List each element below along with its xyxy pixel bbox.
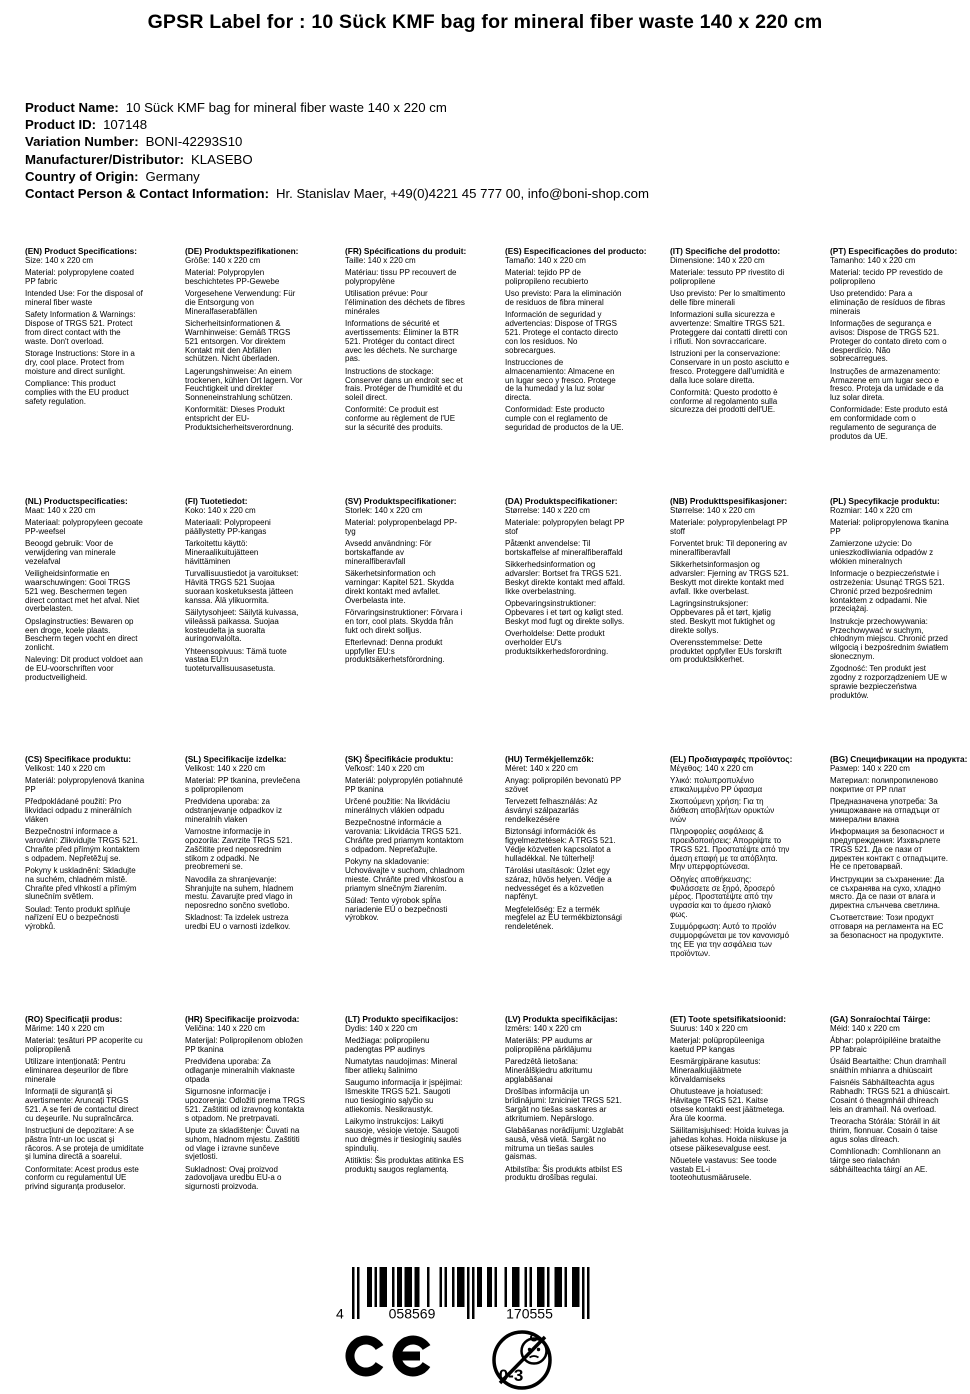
- spec-paragraph: Veličina: 140 x 220 cm: [185, 1024, 266, 1033]
- spec-block-header-nb: (NB) Produkttspesifikasjoner:: [670, 496, 788, 506]
- spec-paragraph: Safety Information & Warnings: Dispose of TRGS 521. Protect from direct contact with the waste. Don't overload.: [25, 310, 136, 346]
- spec-block-header-bg: (BG) Спецификации на продукта:: [830, 754, 968, 764]
- spec-block-fi: [185, 497, 305, 678]
- spec-block-header-ro: (RO) Specificații produs:: [25, 1014, 123, 1024]
- spec-block-header-lv: (LV) Produkta specifikācijas:: [505, 1014, 618, 1024]
- spec-paragraph: Sikkerhedsinformation og advarsler: Bortset fra TRGS 521. Beskyt direkte kontakt med affald. Ikke overbelastning.: [505, 560, 625, 596]
- spec-paragraph: Pokyny na skladovanie: Uchovávajte v suchom, chladnom mieste. Chráňte pred vlhkosťou a priamym slnečným žiarením.: [345, 857, 465, 893]
- spec-block-header-lt: (LT) Produkto specifikacijos:: [345, 1014, 459, 1024]
- spec-paragraph: Instrucțiuni de depozitare: A se păstra într-un loc uscat și răcoros. A se proteja de umiditate și lumina directă a soarelui.: [25, 1125, 144, 1162]
- spec-paragraph: Säilytysohjeet: Säilytä kuivassa, viileässä paikassa. Suojaa kosteudelta ja suoralta auringonvalolta.: [185, 607, 299, 644]
- spec-block-header-nl: (NL) Productspecificaties:: [25, 496, 128, 506]
- spec-paragraph: Informazioni sulla sicurezza e avvertenze: Smaltire TRGS 521. Proteggere dai contatti diretti con i rifiuti. Non sovraccaricare.: [670, 310, 788, 346]
- compliance-symbols: [340, 1329, 620, 1394]
- spec-paragraph: Materiaali: Polypropeeni päällystetty PP-kangas: [185, 518, 271, 537]
- spec-paragraph: Vorgesehene Verwendung: Für die Entsorgung von Mineralfaserabfällen: [185, 289, 296, 316]
- spec-paragraph: Materiaal: polypropyleen gecoate PP-weefsel: [25, 518, 143, 537]
- spec-paragraph: Sicherheitsinformationen & Warnhinweise: Gemäß TRGS 521 entsorgen. Vor direktem Kontakt mit den Abfällen schützen. Nicht überladen.: [185, 319, 291, 364]
- spec-paragraph: Faisnéis Sábháilteachta agus Rabhadh: TRGS 521 a dhiúscairt. Cosaint ó theagmháil dhíreach leis an dramhaíl. Ná overload.: [830, 1078, 950, 1114]
- spec-paragraph: Sigurnosne informacije i upozorenja: Odložiti prema TRGS 521. Zaštititi od izravnog kontakta s otpadom. Ne pretrpavati.: [185, 1087, 305, 1123]
- spec-paragraph: Zamierzone użycie: Do unieszkodliwiania odpadów z włókien mineralnych: [830, 539, 934, 566]
- spec-paragraph: Anyag: polipropilén bevonatú PP szövet: [505, 776, 621, 795]
- spec-paragraph: Dydis: 140 x 220 cm: [345, 1024, 418, 1033]
- spec-paragraph: Conformité: Ce produit est conforme au règlement de l'UE sur la sécurité des produits.: [345, 405, 456, 433]
- spec-paragraph: Velikost: 140 x 220 cm: [25, 764, 106, 773]
- spec-paragraph: Paredzētā lietošana: Minerālšķiedru atkritumu apglabāšanai: [505, 1057, 593, 1084]
- spec-paragraph: Koko: 140 x 220 cm: [185, 506, 256, 515]
- spec-paragraph: Atitiktis: Šis produktas atitinka ES produktų saugos reglamentą.: [345, 1155, 464, 1174]
- spec-paragraph: Οδηγίες αποθήκευσης: Φυλάσσετε σε ξηρό, δροσερό μέρος. Προστατέψτε από την υγρασία και το άμεσο ηλιακό φως.: [670, 874, 775, 919]
- spec-paragraph: Размер: 140 x 220 cm: [830, 764, 910, 773]
- spec-paragraph: Предназначена употреба: За унищожаване на отпадъци от минерални влакна: [830, 797, 940, 824]
- spec-paragraph: Μέγεθος: 140 x 220 cm: [670, 764, 754, 773]
- spec-paragraph: Biztonsági információk és figyelmeztetések: A TRGS 521. Védje közvetlen kapcsolatot a hulladékkal. Ne túlterhelj!: [505, 827, 616, 863]
- spec-block-header-fi: (FI) Tuotetiedot:: [185, 496, 248, 506]
- spec-block-ga: [830, 1015, 950, 1178]
- spec-block-de: [185, 247, 305, 436]
- manufacturer-label: Manufacturer/Distributor:: [25, 151, 184, 167]
- spec-paragraph: Storlek: 140 x 220 cm: [345, 506, 423, 515]
- page-title: GPSR Label for : 10 Sück KMF bag for mineral fiber waste 140 x 220 cm: [147, 11, 823, 33]
- spec-paragraph: Opbevaringsinstruktioner: Opbevares i et tørt og køligt sted. Beskyt mod fugt og direkte sollys.: [505, 599, 625, 626]
- spec-paragraph: Информация за безопасност и предупреждения: Изхвърлете TRGS 521. Да се пази от директен контакт с отпадъците. Не се претоварвай.: [830, 827, 948, 872]
- spec-block-header-de: (DE) Produktspezifikationen:: [185, 246, 299, 256]
- spec-paragraph: Megfelelőség: Ez a termék megfelel az EU termékbiztonsági rendeletének.: [505, 904, 622, 932]
- spec-paragraph: Určené použitie: Na likvidáciu minerálnych vlákien odpadu: [345, 797, 450, 816]
- spec-paragraph: Conformità: Questo prodotto è conforme al regolamento sulla sicurezza dei prodotti dell'UE.: [670, 387, 778, 415]
- spec-paragraph: Instructions de stockage: Conserver dans un endroit sec et frais. Protéger de l'humidité et du soleil direct.: [345, 366, 463, 403]
- spec-paragraph: Sikkerhetsinformasjon og advarsler: Fjerning av TRGS 521. Beskytt mot direkte kontakt med avfall. Ikke overbelast.: [670, 560, 790, 596]
- spec-paragraph: Rozmiar: 140 x 220 cm: [830, 506, 913, 515]
- spec-paragraph: Materiale: polypropylenbelagt PP stoff: [670, 518, 788, 537]
- spec-paragraph: Materiál: polypropylén potiahnuté PP tkanina: [345, 776, 463, 795]
- spec-block-header-pl: (PL) Specyfikacje produktu:: [830, 496, 940, 506]
- spec-paragraph: Medžiaga: polipropilenu padengtas PP audinys: [345, 1036, 430, 1055]
- spec-block-header-en: (EN) Product Specifications:: [25, 246, 138, 256]
- spec-paragraph: Instruções de armazenamento: Armazene em um lugar seco e fresco. Proteja da umidade e da luz solar direta.: [830, 366, 944, 403]
- product-id-value: 107148: [103, 117, 148, 133]
- spec-paragraph: Material: țesături PP acoperite cu polipropilenă: [25, 1036, 143, 1055]
- spec-block-et: [670, 1015, 790, 1187]
- spec-paragraph: Predviđena uporaba: Za odlaganje mineralnih vlaknaste otpada: [185, 1057, 295, 1084]
- spec-paragraph: Sukladnost: Ovaj proizvod zadovoljava uredbu EU-a o sigurnosti proizvoda.: [185, 1164, 282, 1192]
- spec-paragraph: Informations de sécurité et avertissements: Éliminer la BTR 521. Protéger du contact direct avec les déchets. Ne surcharge pas.: [345, 319, 459, 364]
- spec-block-it: [670, 247, 790, 419]
- spec-paragraph: Størrelse: 140 x 220 cm: [670, 506, 755, 515]
- spec-paragraph: Material: polypropylene coated PP fabric: [25, 268, 134, 287]
- spec-block-cs: [25, 755, 145, 936]
- svg-text:058569: 058569: [388, 1305, 436, 1322]
- svg-text:4: 4: [336, 1305, 344, 1322]
- ean13-barcode: [334, 1267, 596, 1326]
- country-of-origin-label: Country of Origin:: [25, 168, 139, 184]
- spec-paragraph: Størrelse: 140 x 220 cm: [505, 506, 590, 515]
- spec-block-da: [505, 497, 625, 660]
- spec-paragraph: Turvallisuustiedot ja varoitukset: Hävitä TRGS 521 Suojaa suoraan kosketuksesta jätteen kanssa. Älä ylikuormita.: [185, 569, 299, 605]
- spec-paragraph: Efterlevnad: Denna produkt uppfyller EU:s produktsäkerhetsförordning.: [345, 637, 445, 665]
- spec-paragraph: Materjal: polüpropüleeniga kaetud PP kangas: [670, 1036, 765, 1055]
- spec-paragraph: Comhlíonadh: Comhlíonann an táirge seo rialachán sábháilteachta táirgí an AE.: [830, 1147, 941, 1174]
- spec-paragraph: Инструкции за съхранение: Да се съхранява на сухо, хладно място. Да се пази от влага и директна слънчева светлина.: [830, 874, 945, 911]
- spec-paragraph: Nõuetele vastavus: See toode vastab EL-i tooteohutusmäärusele.: [670, 1155, 777, 1183]
- spec-paragraph: Eesmärgipärane kasutus: Mineraalkiujäätmete kõrvaldamiseks: [670, 1057, 761, 1084]
- spec-paragraph: Materiale: tessuto PP rivestito di polipropilene: [670, 268, 785, 287]
- spec-paragraph: Glabāšanas norādījumi: Uzglabāt sausā, vēsā vietā. Sargāt no mitruma un tiešas saules gaismas.: [505, 1125, 624, 1162]
- spec-paragraph: Overholdelse: Dette produkt overholder EU's produktsikkerhedsforordning.: [505, 629, 609, 656]
- spec-block-ro: [25, 1015, 145, 1196]
- spec-paragraph: Treoracha Stórála: Stóráil in áit thirim, fionnuar. Cosain ó taise agus solas díreach.: [830, 1117, 940, 1144]
- spec-paragraph: Laikymo instrukcijos: Laikyti sausoje, vėsioje vietoje. Saugoti nuo drėgmės ir tiesioginių saulės spindulių.: [345, 1117, 462, 1153]
- spec-block-header-pt: (PT) Especificações do produto:: [830, 246, 958, 256]
- spec-paragraph: Съответствие: Този продукт отговаря на регламента на ЕС за безопасност на продуктите.: [830, 913, 944, 941]
- spec-paragraph: Förvaringsinstruktioner: Förvara i en torr, cool plats. Skydda från fukt och direkt solljus.: [345, 607, 463, 635]
- variation-number-label: Variation Number:: [25, 134, 139, 150]
- spec-paragraph: Materiál: polypropylenová tkanina PP: [25, 776, 145, 795]
- age-warning-0-3-icon: [494, 1332, 550, 1388]
- spec-paragraph: Compliance: This product complies with the EU product safety regulation.: [25, 379, 129, 406]
- spec-paragraph: Materiał: polipropylenowa tkanina PP: [830, 518, 949, 537]
- spec-paragraph: Påtænkt anvendelse: Til bortskaffelse af mineralfiberaffald: [505, 539, 623, 558]
- spec-paragraph: Πληροφορίες ασφάλειας & προειδοποιήσεις: Απορρίψτε το TRGS 521. Προστατέψτε από την άμεση επαφή με τα απόβλητα. Μην υπερφορτώνεσαι.: [670, 827, 790, 872]
- spec-block-header-hu: (HU) Termékjellemzők:: [505, 754, 594, 764]
- spec-paragraph: Συμμόρφωση: Αυτό το προϊόν συμμορφώνεται με τον κανονισμό της ΕΕ για την ασφάλεια των προϊόντων.: [670, 922, 790, 958]
- spec-block-sl: [185, 755, 305, 936]
- variation-number-value: BONI-42293S10: [145, 134, 243, 150]
- spec-paragraph: Veiligheidsinformatie en waarschuwingen: Gooi TRGS 521 weg. Beschermen tegen direct contact met het afval. Niet overbelasten.: [25, 569, 140, 614]
- spec-paragraph: Pokyny k uskladnění: Skladujte na suchém, chladném místě. Chraňte před vlhkostí a přímým slunečním světlem.: [25, 865, 137, 902]
- spec-paragraph: Utilizare intenționată: Pentru eliminarea deșeurilor de fibre minerale: [25, 1057, 129, 1084]
- spec-paragraph: Σκοπούμενη χρήση: Για τη διάθεση αποβλήτων ορυκτών ινών: [670, 797, 775, 824]
- spec-paragraph: Säkerhetsinformation och varningar: Kapitel 521. Skydda direkt kontakt med avfallet. Överbelasta inte.: [345, 569, 454, 605]
- spec-paragraph: Material: Polypropylen beschichtetes PP-Gewebe: [185, 268, 280, 287]
- spec-paragraph: Size: 140 x 220 cm: [25, 256, 94, 265]
- spec-block-hu: [505, 755, 625, 936]
- spec-paragraph: Conformidade: Este produto está em conformidade com o regulamento de segurança de produtos da UE.: [830, 405, 948, 441]
- spec-paragraph: Ohutusteave ja hoiatused: Hävitage TRGS 521. Kaitse otsese kontakti eest jäätmetega. Ära üle koorma.: [670, 1087, 785, 1123]
- spec-paragraph: Beoogd gebruik: Voor de verwijdering van minerale vezelafval: [25, 539, 116, 566]
- contact-value: Hr. Stanislav Maer, +49(0)4221 45 777 00, info@boni-shop.com: [275, 186, 649, 202]
- spec-paragraph: Naleving: Dit product voldoet aan de EU-voorschriften voor productveiligheid.: [25, 655, 143, 683]
- spec-paragraph: Bezpečnostní informace a varování: Zlikvidujte TRGS 521. Chraňte před přímým kontaktem s odpadem. Nepřetěžuj se.: [25, 827, 140, 863]
- spec-paragraph: Avsedd användning: För bortskaffande av mineralfiberavfall: [345, 539, 432, 566]
- spec-paragraph: Instrucciones de almacenamiento: Almacene en un lugar seco y fresco. Protege de la humedad y la luz solar directa.: [505, 357, 616, 403]
- spec-paragraph: Méret: 140 x 220 cm: [505, 764, 578, 773]
- spec-paragraph: Utilisation prévue: Pour l'élimination des déchets de fibres minérales: [345, 289, 465, 316]
- spec-paragraph: Tarkoitettu käyttö: Mineraalikuitujätteen hävittäminen: [185, 539, 259, 566]
- spec-paragraph: Velikost: 140 x 220 cm: [185, 764, 266, 773]
- spec-paragraph: Intended Use: For the disposal of mineral fiber waste: [25, 289, 143, 308]
- spec-paragraph: Předpokládané použití: Pro likvidaci odpadu z minerálních vláken: [25, 797, 132, 824]
- spec-block-header-da: (DA) Produktspecifikationer:: [505, 496, 618, 506]
- spec-block-en: [25, 247, 145, 410]
- spec-paragraph: Konformität: Dieses Produkt entspricht der EU-Produktsicherheitsverordnung.: [185, 405, 294, 433]
- spec-paragraph: Atbilstība: Šis produkts atbilst ES produktu drošības regulai.: [505, 1164, 623, 1183]
- spec-block-header-fr: (FR) Spécifications du produit:: [345, 246, 467, 256]
- spec-paragraph: Información de seguridad y advertencias: Dispose of TRGS 521. Protege el contacto directo con los residuos. No sobrecargues.: [505, 310, 618, 355]
- spec-paragraph: Predvidena uporaba: za odstranjevanje odpadkov iz mineralnih vlaken: [185, 797, 282, 824]
- spec-block-header-ga: (GA) Sonraíochtaí Táirge:: [830, 1014, 931, 1024]
- spec-paragraph: Storage Instructions: Store in a dry, cool place. Protect from moisture and direct sunlight.: [25, 349, 135, 376]
- spec-block-sv: [345, 497, 465, 669]
- product-id-label: Product ID:: [25, 117, 97, 133]
- spec-paragraph: Opslaginstructies: Bewaren op een droge, koele plaats. Bescherm tegen vocht en direct zonlicht.: [25, 616, 138, 653]
- spec-paragraph: Overensstemmelse: Dette produktet oppfyller EUs forskrift om produktsikkerhet.: [670, 637, 782, 665]
- spec-paragraph: Uso pretendido: Para a eliminação de resíduos de fibras minerais: [830, 289, 946, 316]
- spec-paragraph: Lagringsinstruksjoner: Oppbevares på et tørt, kjølig sted. Beskytt mot fuktighet og direkte sollys.: [670, 599, 775, 635]
- spec-paragraph: Súlad: Tento výrobok spĺňa nariadenie EÚ o bezpečnosti výrobkov.: [345, 895, 448, 923]
- spec-block-hr: [185, 1015, 305, 1196]
- spec-block-nl: [25, 497, 145, 686]
- spec-block-pt: [830, 246, 958, 445]
- spec-paragraph: Lagerungshinweise: An einem trockenen, kühlen Ort lagern. Vor Feuchtigkeit und direkter Sonneneinstrahlung schützen.: [185, 366, 303, 403]
- spec-paragraph: Veľkosť: 140 x 220 cm: [345, 764, 425, 773]
- manufacturer-value: KLASEBO: [191, 151, 253, 167]
- spec-paragraph: Υλικό: πολυπροπυλένιο επικαλυμμένο PP ύφασμα: [670, 776, 763, 795]
- spec-paragraph: Conformitate: Acest produs este conform cu regulamentul UE privind siguranța produselor.: [25, 1164, 139, 1192]
- spec-paragraph: Soulad: Tento produkt splňuje nařízení EU o bezpečnosti výrobků.: [25, 904, 131, 932]
- product-name-label: Product Name:: [25, 100, 119, 115]
- spec-paragraph: Bezpečnostné informácie a varovania: Likvidácia TRGS 521. Chráňte pred priamym kontaktom s odpadom. Nepreťažujte.: [345, 818, 464, 854]
- spec-block-header-hr: (HR) Specifikacije proizvoda:: [185, 1014, 300, 1024]
- spec-paragraph: Materiale: polypropylen belagt PP stof: [505, 518, 625, 537]
- spec-paragraph: Maat: 140 x 220 cm: [25, 506, 96, 515]
- spec-paragraph: Numatytas naudojimas: Mineral fiber atliekų šalinimo: [345, 1057, 458, 1076]
- spec-paragraph: Mărime: 140 x 220 cm: [25, 1024, 105, 1033]
- spec-paragraph: Zgodność: Ten produkt jest zgodny z rozporządzeniem UE w sprawie bezpieczeństwa produktów.: [830, 664, 947, 700]
- spec-paragraph: Größe: 140 x 220 cm: [185, 256, 261, 265]
- spec-block-header-el: (EL) Προδιαγραφές προϊόντος:: [670, 754, 793, 764]
- spec-paragraph: Navodila za shranjevanje: Shranjujte na suhem, hladnem mestu. Zavarujte pred vlago in neposredno sončno svetlobo.: [185, 874, 294, 911]
- spec-paragraph: Conformidad: Este producto cumple con el reglamento de seguridad de productos de la UE.: [505, 405, 624, 433]
- spec-block-header-cs: (CS) Specifikace produktu:: [25, 754, 132, 764]
- contact-label: Contact Person & Contact Information:: [25, 186, 269, 202]
- product-name-value: 10 Sück KMF bag for mineral fiber waste 140 x 220 cm: [125, 100, 447, 115]
- spec-paragraph: Informacje o bezpieczeństwie i ostrzeżenia: Usunąć TRGS 521. Chronić przed bezpośrednim kontaktem z odpadami. Nie przeciążaj.: [830, 569, 945, 614]
- spec-block-header-et: (ET) Toote spetsifikatsioonid:: [670, 1014, 787, 1024]
- country-of-origin-value: Germany: [145, 168, 200, 184]
- spec-block-el: [670, 754, 793, 962]
- spec-paragraph: Istruzioni per la conservazione: Conservare in un posto asciutto e fresco. Proteggere dall'umidità e dalla luce solare diretta.: [670, 349, 790, 385]
- spec-paragraph: Tamanho: 140 x 220 cm: [830, 256, 916, 265]
- spec-paragraph: Material: PP tkanina, prevlečena s polipropilenom: [185, 776, 301, 795]
- spec-block-lt: [345, 1015, 465, 1178]
- spec-block-es: [505, 246, 647, 436]
- spec-block-bg: [830, 754, 968, 944]
- spec-paragraph: Materiāls: PP audums ar polipropilēna pārklājumu: [505, 1036, 593, 1055]
- spec-paragraph: Materijal: Polipropilenom obložen PP tkanina: [185, 1036, 303, 1055]
- spec-paragraph: Matériau: tissu PP recouvert de polypropylène: [345, 268, 457, 287]
- spec-paragraph: Informații de siguranță și avertismente: Aruncați TRGS 521. A se feri de contactul direct cu deșeurile. Nu supraîncărca.: [25, 1087, 139, 1123]
- spec-block-pl: [830, 497, 950, 704]
- spec-paragraph: Taille: 140 x 220 cm: [345, 256, 416, 265]
- spec-paragraph: Skladnost: Ta izdelek ustreza uredbi EU o varnosti izdelkov.: [185, 913, 291, 932]
- spec-block-header-sv: (SV) Produktspecifikationer:: [345, 496, 457, 506]
- spec-block-nb: [670, 497, 790, 669]
- spec-block-sk: [345, 755, 465, 927]
- spec-paragraph: Material: tejido PP de polipropileno recubierto: [505, 268, 589, 287]
- spec-paragraph: Saugumo informacija ir įspėjimai: Išmeskite TRGS 521. Saugoti nuo tiesioginio sąlyčio su atliekomis. Nesikraustyk.: [345, 1078, 463, 1114]
- spec-paragraph: Úsáid Beartaithe: Chun dramhaíl snáithín mhianra a dhiúscairt: [830, 1057, 947, 1076]
- spec-paragraph: Upute za skladištenje: Čuvati na suhom, hladnom mjestu. Zaštititi od vlage i izravne sunčeve svjetlosti.: [185, 1125, 300, 1162]
- spec-block-header-sk: (SK) Špecifikácie produktu:: [345, 754, 454, 764]
- spec-paragraph: Tervezett felhasználás: Az ásványi szálpazarlás rendelkezésére: [505, 797, 598, 824]
- spec-paragraph: Tárolási utasítások: Üzlet egy száraz, hűvös helyen. Védje a nedvességet és a közvetlen napfényt.: [505, 865, 612, 902]
- spec-block-header-it: (IT) Specifiche del prodotto:: [670, 246, 781, 256]
- spec-paragraph: Yhteensopivuus: Tämä tuote vastaa EU:n tuoteturvallisuusasetusta.: [185, 646, 287, 674]
- spec-paragraph: Tamaño: 140 x 220 cm: [505, 256, 586, 265]
- spec-paragraph: Drošības informācija un brīdinājumi: Izniciniet TRGS 521. Sargāt no tiešas saskares ar atkritumiem. Nepārslogo.: [505, 1087, 622, 1123]
- spec-paragraph: Material: tecido PP revestido de polipropileno: [830, 268, 943, 287]
- spec-paragraph: Suurus: 140 x 220 cm: [670, 1024, 748, 1033]
- spec-paragraph: Ábhar: polapróipiléine brataithe PP fabraic: [830, 1036, 941, 1055]
- spec-block-fr: [345, 247, 465, 436]
- spec-paragraph: Instrukcje przechowywania: Przechowywać w suchym, chłodnym miejscu. Chronić przed wilgocią i bezpośrednim światłem słonecznym.: [830, 616, 949, 661]
- spec-paragraph: Varnostne informacije in opozorila: Zavrzite TRGS 521. Zaščitite pred neposrednim stikom z odpadki. Ne preobremeni se.: [185, 827, 293, 872]
- spec-paragraph: Dimensione: 140 x 220 cm: [670, 256, 765, 265]
- spec-paragraph: Uso previsto: Per lo smaltimento delle fibre minerali: [670, 289, 786, 308]
- svg-text:170555: 170555: [506, 1305, 553, 1322]
- spec-block-header-sl: (SL) Specifikacije izdelka:: [185, 754, 287, 764]
- spec-paragraph: Méid: 140 x 220 cm: [830, 1024, 900, 1033]
- spec-paragraph: Forventet bruk: Til deponering av mineralfiberavfall: [670, 539, 787, 558]
- spec-block-lv: [505, 1015, 625, 1187]
- ce-mark-icon: [344, 1334, 435, 1378]
- spec-paragraph: Материал: полипропиленово покритие от PP плат: [830, 776, 938, 795]
- spec-paragraph: Säilitamisjuhised: Hoida kuivas ja jahedas kohas. Hoida niiskuse ja otsese päikesevalguse eest.: [670, 1125, 789, 1153]
- spec-paragraph: Izmērs: 140 x 220 cm: [505, 1024, 582, 1033]
- spec-paragraph: Informações de segurança e avisos: Dispose de TRGS 521. Proteger do contato direto com o desperdício. Não sobrecarregues.: [830, 319, 947, 364]
- spec-block-header-es: (ES) Especificaciones del producto:: [505, 246, 647, 256]
- spec-paragraph: Uso previsto: Para la eliminación de residuos de fibra mineral: [505, 289, 622, 308]
- spec-paragraph: Material: polypropenbelagd PP-tyg: [345, 518, 458, 537]
- svg-text:0-3: 0-3: [498, 1366, 524, 1385]
